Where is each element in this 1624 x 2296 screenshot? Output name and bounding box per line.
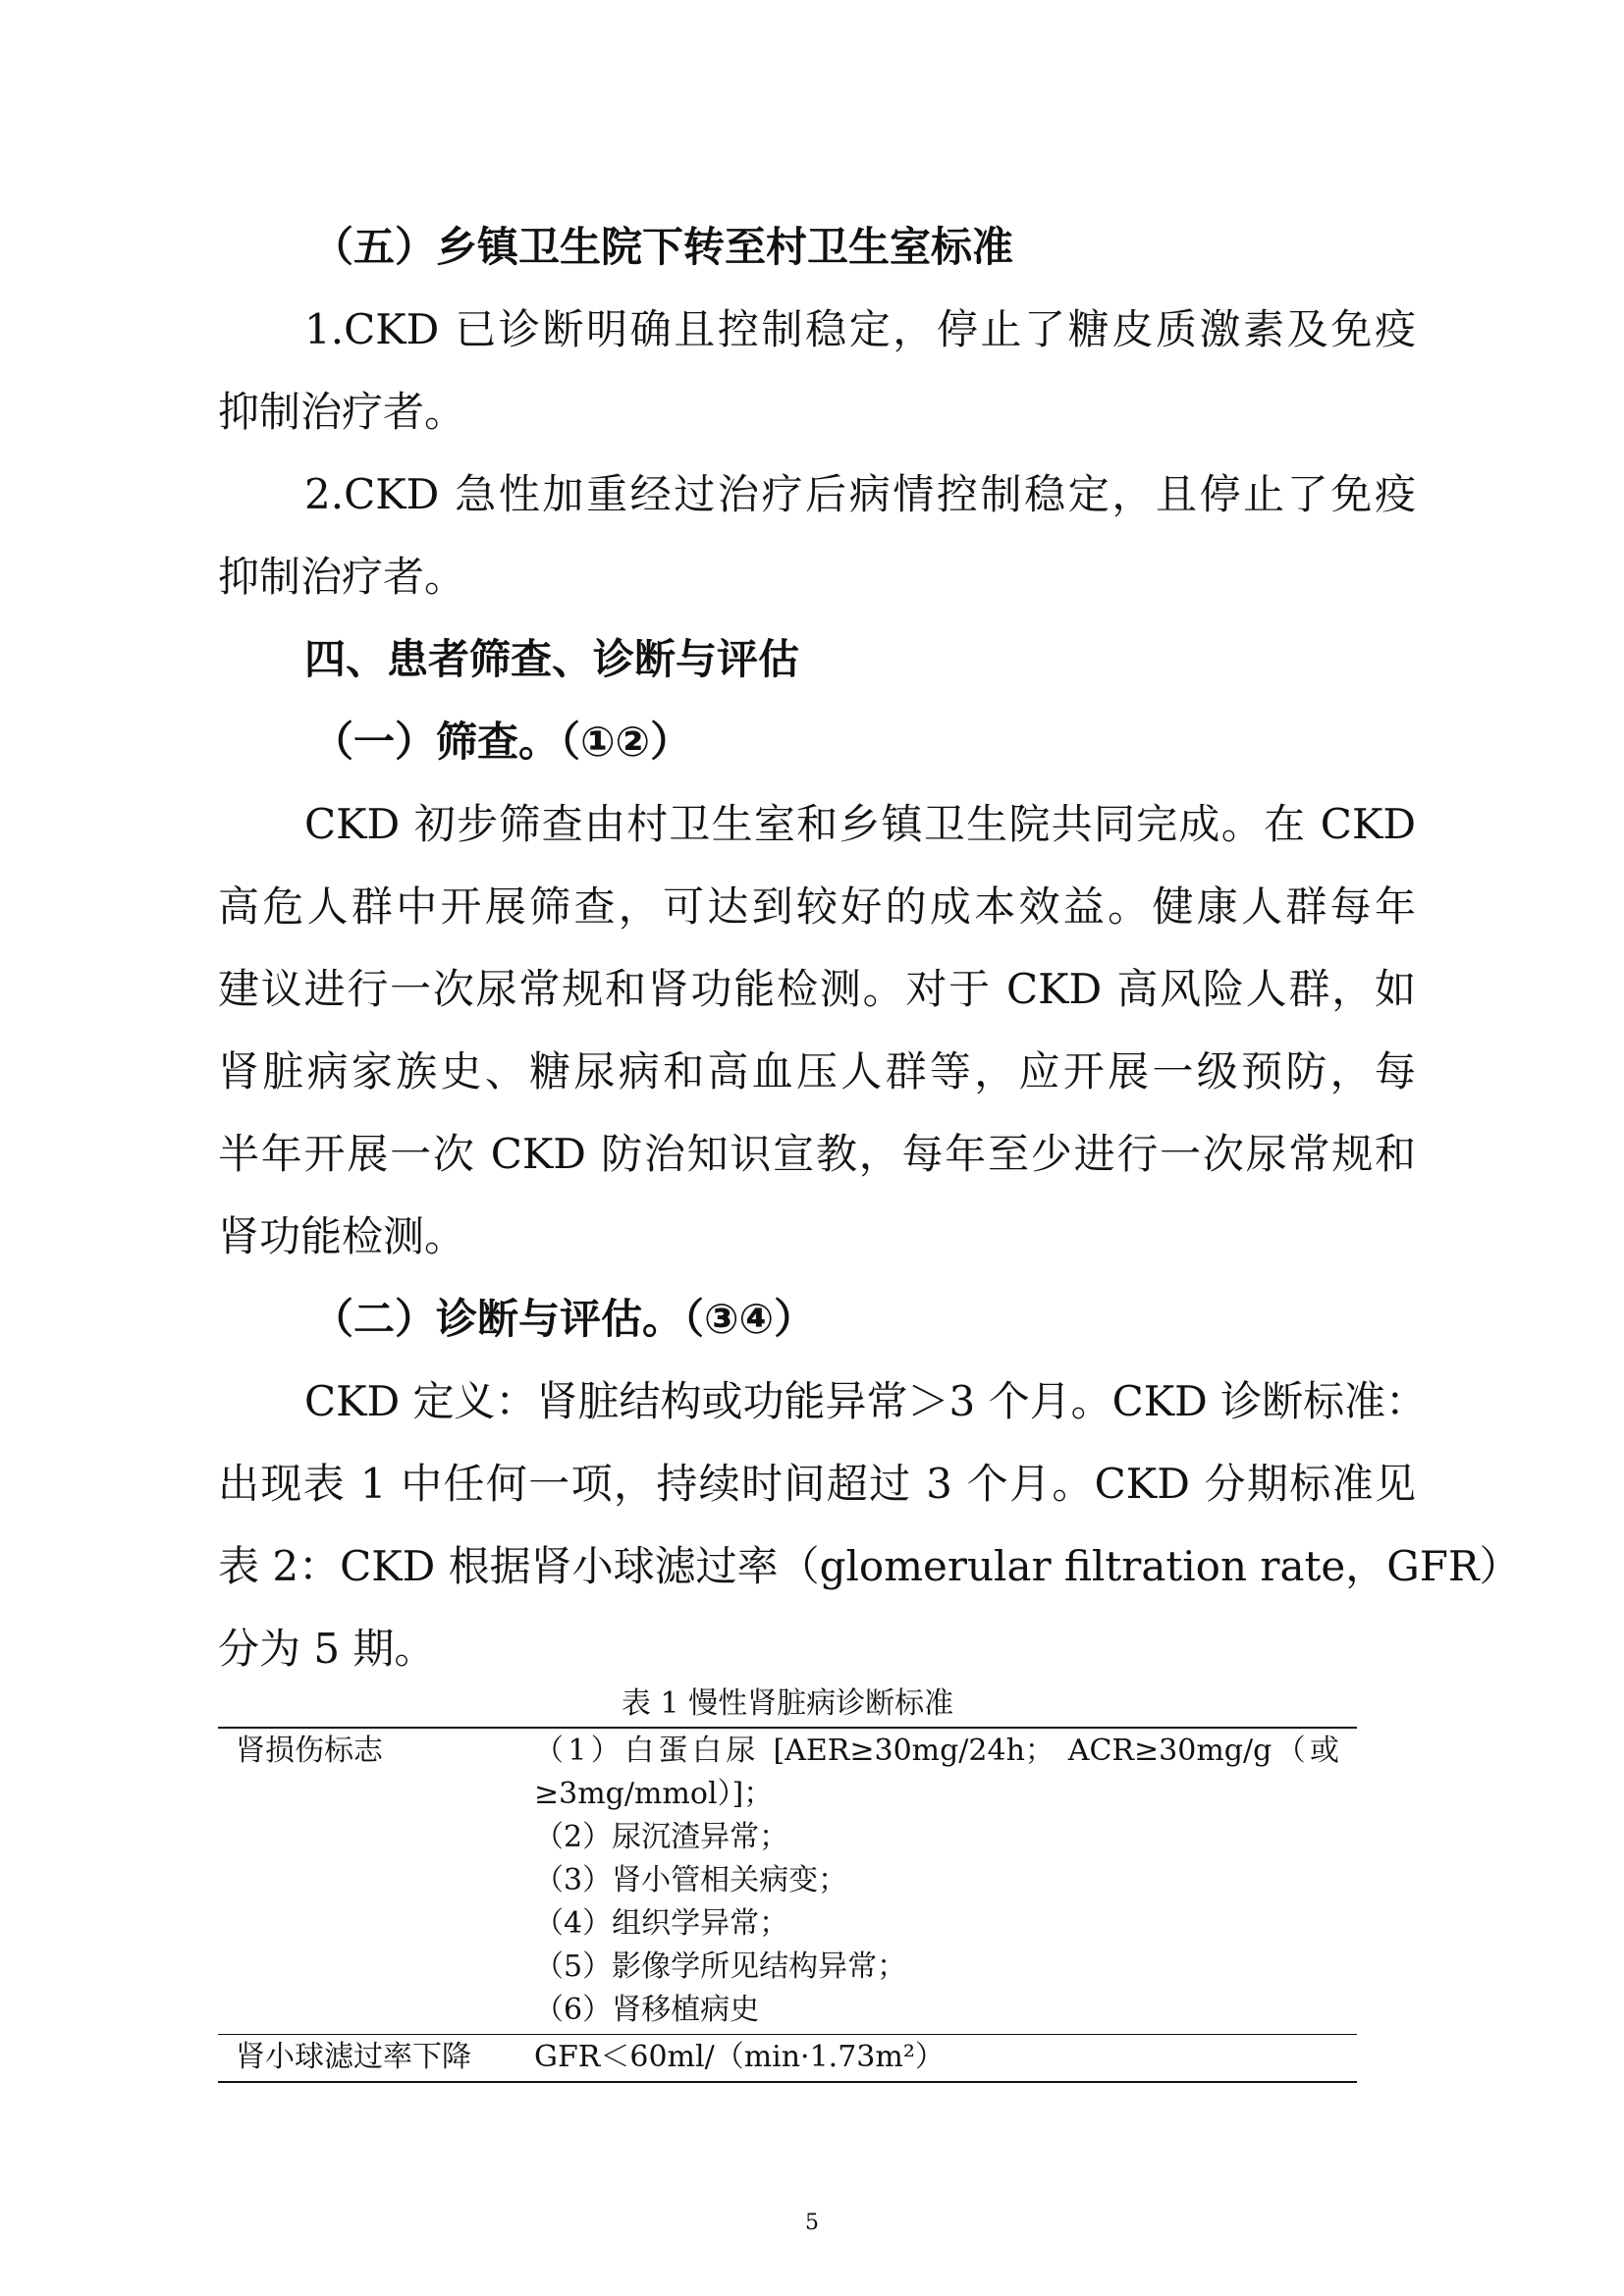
item-2-line-1: 2.CKD 急性加重经过治疗后病情控制稳定，且停止了免疫 (304, 470, 1416, 518)
item-1-line-2: 抑制治疗者。 (218, 388, 466, 436)
subsection-heading-screening: （一）筛查。（①②） (312, 718, 692, 766)
table-row1-item-4: （4）组织学异常； (534, 1906, 789, 1941)
table-row1-item-2: （2）尿沉渣异常； (534, 1820, 789, 1854)
table-bottom-rule (218, 2081, 1357, 2083)
table-middle-rule (218, 2034, 1357, 2035)
para-screening-line-4: 肾脏病家族史、糖尿病和高血压人群等，应开展一级预防，每 (218, 1047, 1416, 1095)
table-row1-item-6: （6）肾移植病史 (534, 1993, 760, 2027)
section-heading-4: 四、患者筛查、诊断与评估 (304, 635, 800, 683)
table-row1-label: 肾损伤标志 (236, 1734, 383, 1768)
para-screening-line-6: 肾功能检测。 (218, 1212, 466, 1260)
para-screening-line-2: 高危人群中开展筛查，可达到较好的成本效益。健康人群每年 (218, 882, 1416, 931)
para-screening-line-3: 建议进行一次尿常规和肾功能检测。对于 CKD 高风险人群，如 (218, 965, 1416, 1013)
table-top-rule (218, 1727, 1357, 1729)
subsection-heading-5: （五）乡镇卫生院下转至村卫生室标准 (312, 223, 1014, 271)
para-screening-line-1: CKD 初步筛查由村卫生室和乡镇卫生院共同完成。在 CKD (304, 800, 1416, 848)
para-screening-line-5: 半年开展一次 CKD 防治知识宣教，每年至少进行一次尿常规和 (218, 1130, 1416, 1178)
table-row2-label: 肾小球滤过率下降 (236, 2040, 471, 2074)
para-diagnosis-line-4: 分为 5 期。 (218, 1625, 436, 1673)
item-2-line-2: 抑制治疗者。 (218, 553, 466, 601)
page-number: 5 (805, 2211, 819, 2235)
table-row1-item-1: （1）白蛋白尿 [AER≥30mg/24h； ACR≥30mg/g（或 (534, 1734, 1339, 1768)
table-caption: 表 1 慢性肾脏病诊断标准 (621, 1686, 954, 1721)
para-diagnosis-line-1: CKD 定义：肾脏结构或功能异常＞3 个月。CKD 诊断标准： (304, 1377, 1428, 1425)
table-row2-value: GFR＜60ml/（min·1.73m²） (534, 2040, 945, 2074)
item-1-line-1: 1.CKD 已诊断明确且控制稳定，停止了糖皮质激素及免疫 (304, 305, 1416, 353)
table-row1-item-5: （5）影像学所见结构异常； (534, 1949, 907, 1984)
table-row1-item-3: （3）肾小管相关病变； (534, 1863, 848, 1897)
subsection-heading-diagnosis: （二）诊断与评估。（③④） (312, 1295, 816, 1343)
para-diagnosis-line-2: 出现表 1 中任何一项，持续时间超过 3 个月。CKD 分期标准见 (218, 1460, 1416, 1508)
table-row1-item-1-cont: ≥3mg/mmol）]； (534, 1777, 774, 1811)
para-diagnosis-line-3: 表 2：CKD 根据肾小球滤过率（glomerular filtration rate，GFR） (218, 1542, 1521, 1590)
